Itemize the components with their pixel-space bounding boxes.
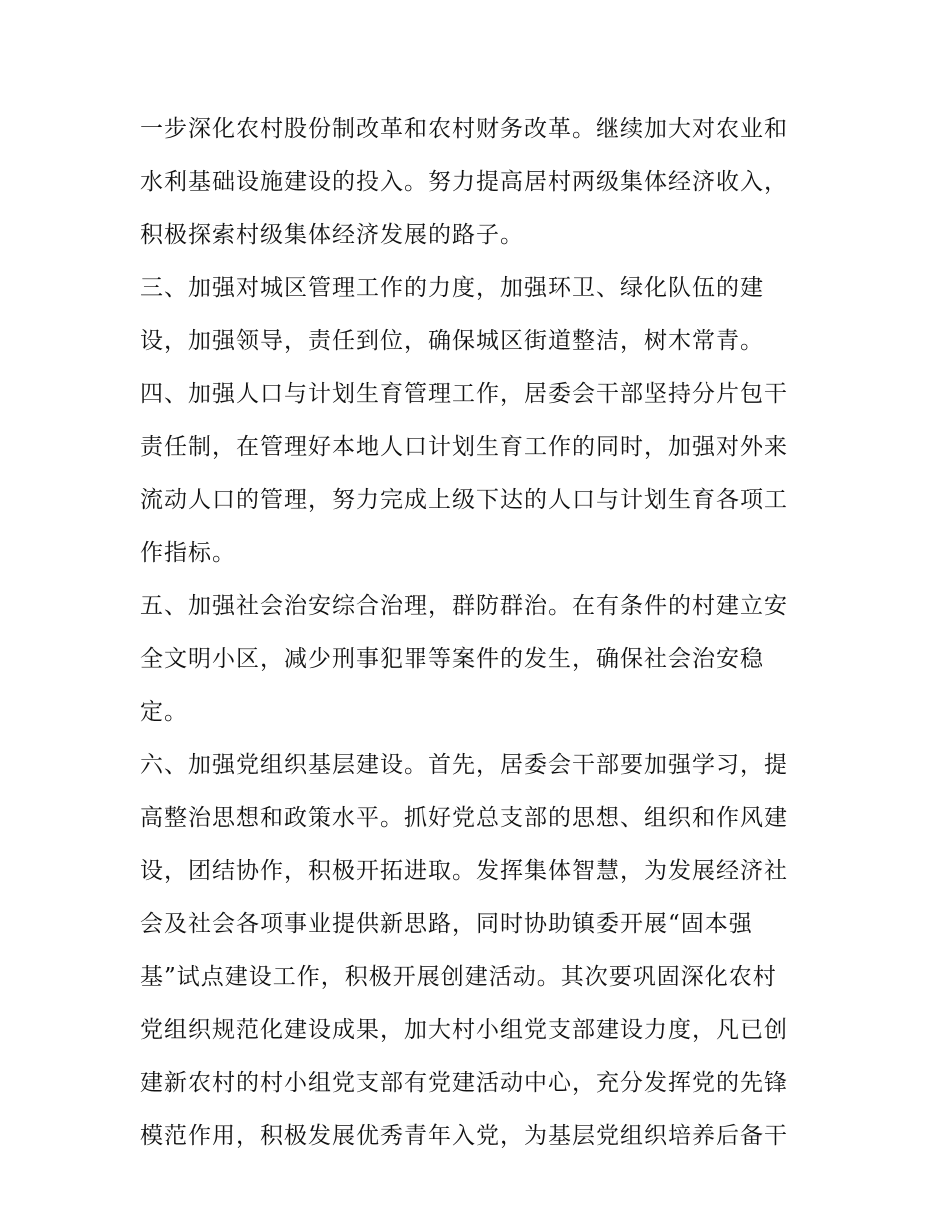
text-line-1: 一步深化农村股份制改革和农村财务改革。继续加大对农业和 [140, 116, 788, 142]
text-line-6: 四、加强人口与计划生育管理工作，居委会干部坚持分片包干 [140, 381, 788, 407]
text-line-3: 积极探索村级集体经济发展的路子。 [140, 222, 524, 248]
text-line-4: 三、加强对城区管理工作的力度，加强环卫、绿化队伍的建 [140, 275, 764, 301]
text-line-10: 五、加强社会治安综合治理，群防群治。在有条件的村建立安 [140, 593, 788, 619]
text-line-9: 作指标。 [140, 540, 236, 566]
text-line-13: 六、加强党组织基层建设。首先，居委会干部要加强学习，提 [140, 752, 788, 778]
text-line-17: 基”试点建设工作，积极开展创建活动。其次要巩固深化农村 [140, 964, 777, 990]
text-line-8: 流动人口的管理，努力完成上级下达的人口与计划生育各项工 [140, 487, 788, 513]
text-line-2: 水利基础设施建设的投入。努力提高居村两级集体经济收入， [140, 169, 788, 195]
text-line-16: 会及社会各项事业提供新思路，同时协助镇委开展“固本强 [140, 911, 753, 937]
text-line-14: 高整治思想和政策水平。抓好党总支部的思想、组织和作风建 [140, 805, 788, 831]
text-line-19: 建新农村的村小组党支部有党建活动中心，充分发挥党的先锋 [140, 1070, 788, 1096]
text-line-12: 定。 [140, 699, 188, 725]
text-line-11: 全文明小区，减少刑事犯罪等案件的发生，确保社会治安稳 [140, 646, 764, 672]
document-body [140, 103, 820, 1163]
text-line-20: 模范作用，积极发展优秀青年入党，为基层党组织培养后备干 [140, 1123, 788, 1149]
text-line-5: 设，加强领导，责任到位，确保城区街道整洁，树木常青。 [140, 328, 764, 354]
text-line-7: 责任制，在管理好本地人口计划生育工作的同时，加强对外来 [140, 434, 788, 460]
text-line-15: 设，团结协作，积极开拓进取。发挥集体智慧，为发展经济社 [140, 858, 788, 884]
text-line-18: 党组织规范化建设成果，加大村小组党支部建设力度，凡已创 [140, 1017, 788, 1043]
